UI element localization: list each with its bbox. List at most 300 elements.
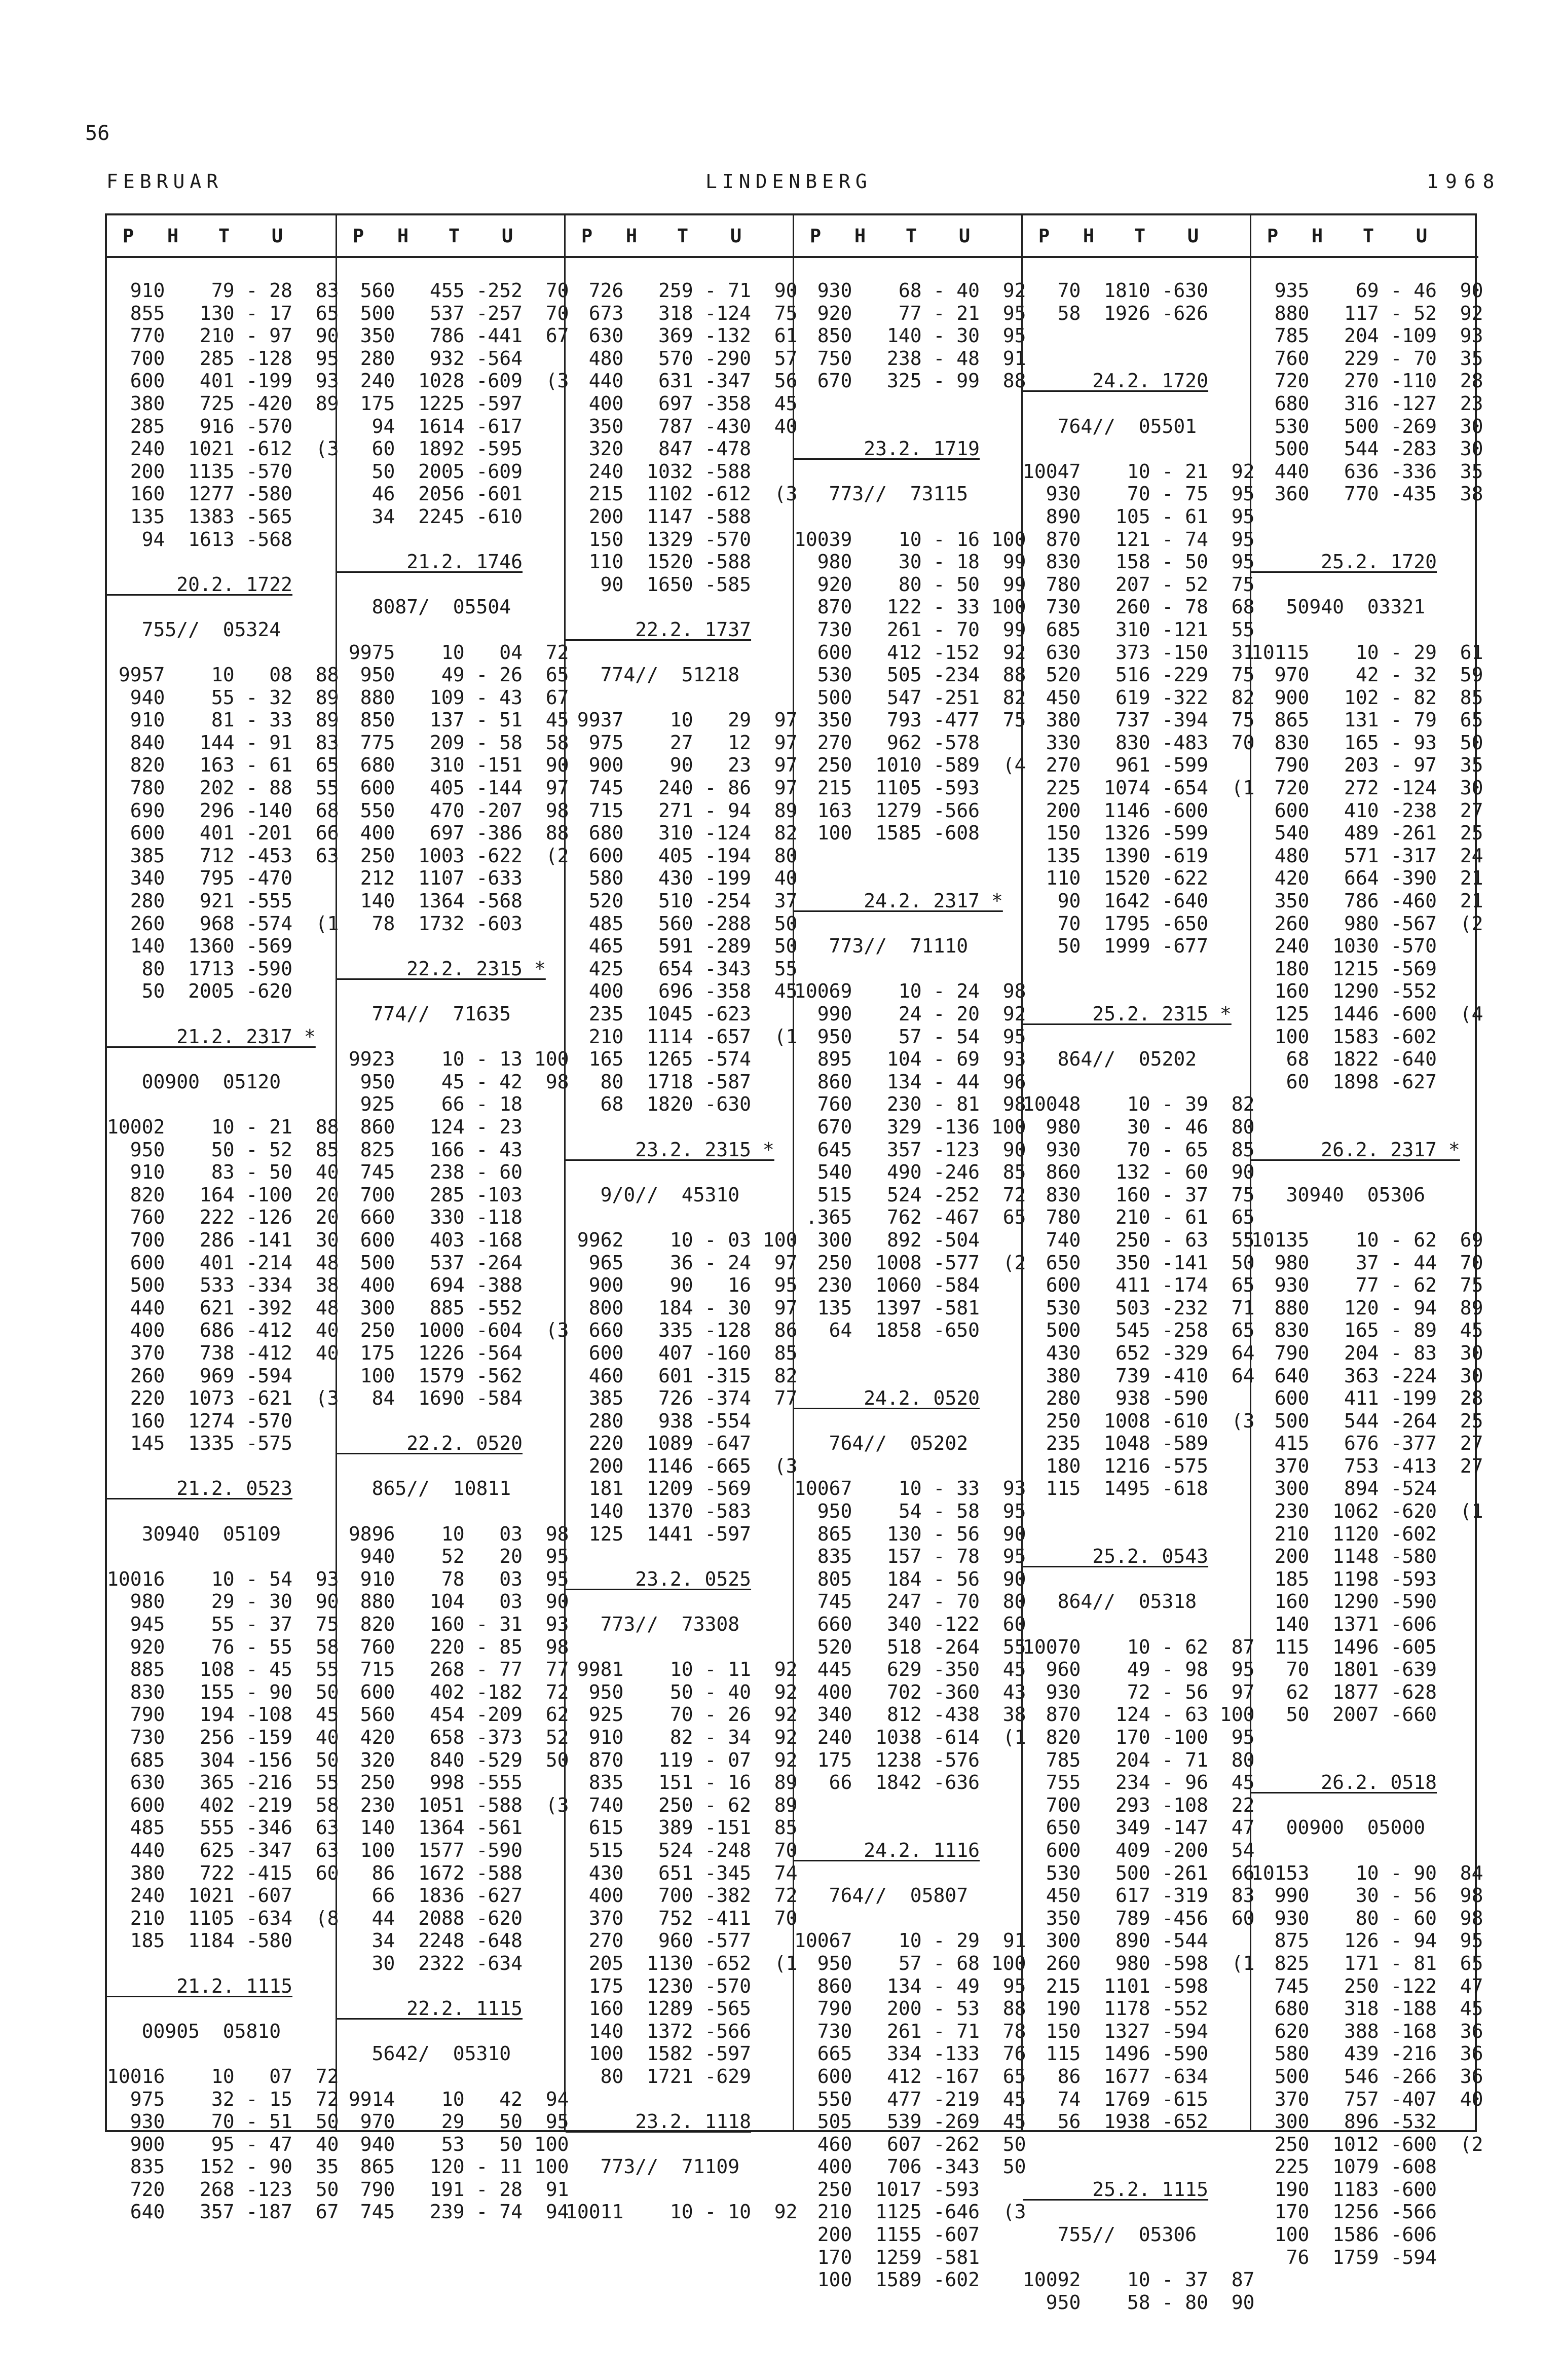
row-spacer (107, 551, 336, 573)
table-row: 520 518 -264 55 (794, 1635, 1026, 1658)
table-row: 660 340 -122 60 (794, 1613, 1026, 1636)
column-header-label: H (854, 225, 866, 247)
table-row: 515 524 -252 72 (794, 1183, 1026, 1206)
table-row: 150 1329 -570 (566, 528, 752, 551)
sounding-title: 20.2. 1722 (107, 573, 293, 596)
table-row: 30940 05306 (1251, 1183, 1426, 1206)
table-row: 200 1148 -580 (1251, 1545, 1437, 1568)
table-row: 370 752 -411 70 (566, 1907, 798, 1929)
table-row: 150 1327 -594 (1023, 2020, 1209, 2042)
table-row: 970 29 50 95 (337, 2110, 569, 2133)
table-row: 745 238 - 60 (337, 1161, 523, 1184)
table-row: 880 109 - 43 67 (337, 686, 569, 709)
table-row: 600 410 -238 27 (1251, 799, 1483, 822)
row-spacer (566, 1636, 793, 1659)
column-header-label: P (352, 225, 364, 247)
row-spacer (794, 958, 1021, 980)
row-spacer (337, 2020, 564, 2043)
table-row: 790 191 - 28 91 (337, 2178, 569, 2201)
row-spacer (1251, 528, 1478, 551)
table-row: 10011 10 - 10 92 (566, 2201, 798, 2223)
table-row: 830 158 - 50 95 (1023, 551, 1255, 573)
row-spacer (1023, 2201, 1250, 2223)
table-row: 485 555 -346 63 (107, 1816, 339, 1839)
row-spacer (566, 2178, 793, 2201)
table-row: 870 124 - 63 100 (1023, 1703, 1255, 1726)
table-row: 250 1008 -577 (2 (794, 1251, 1026, 1274)
table-row: 330 830 -483 70 (1023, 731, 1255, 754)
table-row: 460 601 -315 82 (566, 1364, 798, 1387)
table-row: 240 1032 -588 (566, 460, 752, 483)
table-row: 260 968 -574 (1 (107, 912, 339, 935)
row-spacer (794, 1410, 1021, 1433)
table-row: 530 500 -261 66 (1023, 1861, 1255, 1884)
column-header-label: P (581, 225, 593, 247)
table-row: 880 117 - 52 92 (1251, 302, 1483, 324)
table-row: 730 260 - 78 68 (1023, 596, 1255, 618)
table-row: 730 261 - 70 99 (794, 618, 1026, 641)
row-spacer (794, 867, 1021, 890)
row-spacer (1251, 1726, 1478, 1749)
table-row: 200 1146 -665 (3 (566, 1454, 798, 1477)
table-row: 660 330 -118 (337, 1206, 523, 1229)
table-row: 8087/ 05504 (337, 596, 511, 618)
table-row: 790 204 - 83 30 (1251, 1341, 1483, 1364)
table-row: 10047 10 - 21 92 (1023, 460, 1255, 483)
column-header-label: P (1038, 225, 1050, 247)
table-row: 260 980 -598 (1 (1023, 1952, 1255, 1974)
row-spacer (794, 845, 1021, 867)
table-row: 60 1898 -627 (1251, 1070, 1437, 1093)
table-row: 10115 10 - 29 61 (1251, 641, 1483, 664)
table-row: 940 52 20 95 (337, 1545, 569, 1568)
table-row: 875 126 - 94 95 (1251, 1929, 1483, 1952)
table-row: 280 938 -590 (1023, 1387, 1209, 1410)
table-row: 140 1370 -583 (566, 1500, 752, 1523)
table-row: 880 120 - 94 89 (1251, 1296, 1483, 1319)
row-spacer (566, 1161, 793, 1184)
table-column (107, 215, 339, 2223)
table-row: 34 2245 -610 (337, 505, 523, 528)
column-body (1251, 258, 1483, 2268)
table-row: 380 739 -410 64 (1023, 1364, 1255, 1387)
row-spacer (107, 1003, 336, 1026)
column-header-label: U (1416, 225, 1428, 247)
row-spacer (794, 415, 1021, 438)
table-row: 864// 05202 (1023, 1048, 1197, 1071)
row-spacer (1023, 958, 1250, 980)
table-row: 260 980 -567 (2 (1251, 912, 1483, 935)
table-row: 460 607 -262 50 (794, 2133, 1026, 2155)
table-row: 480 571 -317 24 (1251, 844, 1483, 867)
table-row: 950 50 - 40 92 (566, 1680, 798, 1703)
table-row: 930 72 - 56 97 (1023, 1680, 1255, 1703)
row-spacer (107, 641, 336, 664)
row-spacer (337, 935, 564, 958)
table-row: 690 296 -140 68 (107, 799, 339, 822)
table-row: 160 1277 -580 (107, 483, 293, 505)
table-row: 685 304 -156 50 (107, 1748, 339, 1771)
table-row: 10048 10 - 39 82 (1023, 1093, 1255, 1116)
row-spacer (566, 686, 793, 709)
table-row: 540 489 -261 25 (1251, 822, 1483, 845)
table-row: 640 357 -187 67 (107, 2201, 339, 2223)
row-spacer (1251, 1206, 1478, 1229)
table-row: 240 1038 -614 (1 (794, 1726, 1026, 1748)
table-row: 680 316 -127 23 (1251, 392, 1483, 415)
table-row: 212 1107 -633 (337, 867, 523, 890)
table-row: 910 78 03 95 (337, 1567, 569, 1590)
sounding-table (105, 213, 1483, 2314)
table-row: 764// 05807 (794, 1884, 969, 1907)
table-row: 820 170 -100 95 (1023, 1726, 1255, 1748)
column-header-label: T (218, 225, 230, 247)
table-row: 925 70 - 26 92 (566, 1703, 798, 1726)
table-row: 950 54 - 58 95 (794, 1500, 1026, 1523)
table-row: 920 77 - 21 95 (794, 302, 1026, 324)
table-row: 10002 10 - 21 88 (107, 1115, 339, 1138)
sounding-title: 22.2. 1737 (566, 618, 752, 641)
row-spacer (1023, 1500, 1250, 1523)
table-row: 773// 71109 (566, 2155, 740, 2178)
table-row: 240 1028 -609 (3 (337, 370, 569, 392)
table-row: 650 350 -141 50 (1023, 1251, 1255, 1274)
row-spacer (566, 1590, 793, 1613)
table-row: 250 1000 -604 (3 (337, 1319, 569, 1342)
sounding-title: 24.2. 1116 (794, 1839, 980, 1861)
table-row: 230 1060 -584 (794, 1274, 980, 1297)
table-row: 600 412 -152 92 (794, 641, 1026, 664)
column-header (566, 215, 793, 258)
row-spacer (1251, 1749, 1478, 1772)
table-row: 135 1390 -619 (1023, 844, 1209, 867)
table-row: 170 1259 -581 (794, 2246, 980, 2268)
table-row: 100 1577 -590 (337, 1839, 523, 1861)
table-row: 240 1021 -612 (3 (107, 437, 339, 460)
table-row: 10070 10 - 62 87 (1023, 1635, 1255, 1658)
table-row: 235 1045 -623 (566, 1003, 752, 1025)
table-row: 9975 10 04 72 (337, 641, 569, 664)
table-row: 630 373 -150 31 (1023, 641, 1255, 664)
table-row: 415 676 -377 27 (1251, 1432, 1483, 1455)
table-row: 820 163 - 61 65 (107, 754, 339, 777)
table-row: 670 329 -136 100 (794, 1115, 1026, 1138)
table-row: 380 722 -415 60 (107, 1861, 339, 1884)
table-row: 135 1383 -565 (107, 505, 293, 528)
column-header-label: T (1362, 225, 1374, 247)
table-row: 865 130 - 56 90 (794, 1522, 1026, 1545)
header-month: FEBRUAR (106, 170, 224, 193)
column-header-label: U (958, 225, 971, 247)
table-row: 764// 05202 (794, 1432, 969, 1455)
table-row: 930 70 - 51 50 (107, 2110, 339, 2133)
row-spacer (1023, 1071, 1250, 1093)
table-row: 860 134 - 44 96 (794, 1070, 1026, 1093)
table-row: 68 1822 -640 (1251, 1048, 1437, 1071)
table-row: 160 1290 -552 (1251, 980, 1437, 1003)
table-row: 250 1012 -600 (2 (1251, 2133, 1483, 2155)
table-row: 86 1672 -588 (337, 1861, 523, 1884)
table-row: 755// 05306 (1023, 2223, 1197, 2246)
table-row: 440 636 -336 35 (1251, 460, 1483, 483)
table-row: 180 1215 -569 (1251, 957, 1437, 980)
table-row: 870 122 - 33 100 (794, 596, 1026, 618)
column-header-label: U (730, 225, 742, 247)
table-row: 10153 10 - 90 84 (1251, 1861, 1483, 1884)
table-row: 140 1372 -566 (566, 2020, 752, 2042)
table-row: 235 1048 -589 (1023, 1432, 1209, 1455)
table-row: 730 261 - 71 78 (794, 2020, 1026, 2042)
table-row: 340 812 -438 38 (794, 1703, 1026, 1726)
sounding-title: 21.2. 2317 * (107, 1025, 316, 1048)
column-header (107, 215, 336, 258)
table-row: 50940 03321 (1251, 596, 1426, 618)
table-row: 885 108 - 45 55 (107, 1658, 339, 1681)
table-row: 530 503 -232 71 (1023, 1296, 1255, 1319)
table-row: 500 546 -266 36 (1251, 2065, 1483, 2088)
table-row: 850 140 - 30 95 (794, 324, 1026, 347)
table-row: 960 49 - 98 95 (1023, 1658, 1255, 1681)
column-header-label: U (271, 225, 283, 247)
table-row: 385 712 -453 63 (107, 844, 339, 867)
table-row: 78 1732 -603 (337, 912, 523, 935)
table-row: 140 1364 -568 (337, 890, 523, 912)
table-row: 9/0// 45310 (566, 1183, 740, 1206)
row-spacer (794, 505, 1021, 528)
table-row: 210 1105 -634 (8 (107, 1907, 339, 1929)
table-row: 860 134 - 49 95 (794, 1974, 1026, 1997)
table-row: 950 58 - 80 90 (1023, 2291, 1255, 2314)
table-row: 720 272 -124 30 (1251, 777, 1483, 799)
table-row: 100 1583 -602 (1251, 1025, 1437, 1048)
row-spacer (794, 1365, 1021, 1387)
sounding-title: 25.2. 0543 (1023, 1545, 1209, 1568)
table-row: 300 896 -532 (1251, 2110, 1437, 2133)
table-row: 700 285 -103 (337, 1183, 523, 1206)
table-row: 320 847 -478 (566, 437, 752, 460)
table-row: 745 250 -122 47 (1251, 1974, 1483, 1997)
table-row: 975 32 - 15 72 (107, 2088, 339, 2110)
table-row: 84 1690 -584 (337, 1387, 523, 1410)
table-row: 950 45 - 42 98 (337, 1070, 569, 1093)
table-row: 90 1642 -640 (1023, 890, 1209, 912)
row-spacer (107, 1455, 336, 1478)
table-row: 94 1613 -568 (107, 528, 293, 551)
column-header-label: H (397, 225, 409, 247)
table-row: 76 1759 -594 (1251, 2246, 1437, 2268)
table-row: 5642/ 05310 (337, 2042, 511, 2065)
table-row: 465 591 -289 50 (566, 935, 798, 958)
table-column (793, 215, 1026, 2291)
table-row: 715 271 - 94 89 (566, 799, 798, 822)
table-row: 175 1238 -576 (794, 1748, 980, 1771)
table-row: 715 268 - 77 77 (337, 1658, 569, 1681)
table-row: 90 1650 -585 (566, 573, 752, 596)
sounding-title: 25.2. 1720 (1251, 551, 1437, 573)
table-row: 980 30 - 46 80 (1023, 1115, 1255, 1138)
table-row: 9981 10 - 11 92 (566, 1658, 798, 1681)
table-row: 700 293 -108 22 (1023, 1793, 1255, 1816)
table-row: 680 310 -124 82 (566, 822, 798, 845)
header-station: LINDENBERG (705, 170, 872, 193)
table-row: 910 83 - 50 40 (107, 1161, 339, 1184)
table-row: 773// 71110 (794, 935, 969, 958)
table-row: 980 30 - 18 99 (794, 551, 1026, 573)
table-column (336, 215, 569, 2223)
table-row: 115 1496 -605 (1251, 1635, 1437, 1658)
column-header (337, 215, 564, 258)
table-row: 300 894 -524 (1251, 1477, 1437, 1500)
column-body (337, 258, 569, 2223)
row-spacer (566, 1206, 793, 1229)
row-spacer (794, 1455, 1021, 1478)
table-row: 270 960 -577 (566, 1929, 752, 1952)
row-spacer (337, 1410, 564, 1433)
row-spacer (1023, 2246, 1250, 2269)
column-header-label: U (501, 225, 513, 247)
table-row: 820 164 -100 20 (107, 1183, 339, 1206)
table-row: 580 439 -216 36 (1251, 2042, 1483, 2065)
row-spacer (1251, 573, 1478, 596)
sounding-title: 21.2. 1746 (337, 551, 523, 573)
table-row: 780 210 - 61 65 (1023, 1206, 1255, 1229)
row-spacer (1251, 1116, 1478, 1139)
table-row: 910 81 - 33 89 (107, 709, 339, 731)
table-row: 600 407 -160 85 (566, 1341, 798, 1364)
table-row: 70 1801 -639 (1251, 1658, 1437, 1681)
table-row: 160 1290 -590 (1251, 1590, 1437, 1613)
table-row: 250 1008 -610 (3 (1023, 1409, 1255, 1432)
table-row: 230 1062 -620 (1 (1251, 1500, 1483, 1523)
column-header-label: T (1134, 225, 1146, 247)
table-row: 770 210 - 97 90 (107, 324, 339, 347)
table-row: 865// 10811 (337, 1477, 511, 1500)
column-header-label: H (625, 225, 638, 247)
table-row: 140 1364 -561 (337, 1816, 523, 1839)
table-row: 500 547 -251 82 (794, 686, 1026, 709)
table-row: 420 658 -373 52 (337, 1726, 569, 1748)
table-row: 965 36 - 24 97 (566, 1251, 798, 1274)
row-spacer (337, 980, 564, 1003)
table-row: 720 270 -110 28 (1251, 370, 1483, 392)
table-row: 9962 10 - 03 100 (566, 1228, 798, 1251)
table-row: 74 1769 -615 (1023, 2088, 1209, 2110)
table-row: 160 1274 -570 (107, 1409, 293, 1432)
table-row: 300 885 -552 (337, 1296, 523, 1319)
table-row: 760 230 - 81 98 (794, 1093, 1026, 1116)
row-spacer (1023, 2155, 1250, 2178)
table-row: 440 625 -347 63 (107, 1839, 339, 1861)
column-body (794, 258, 1026, 2291)
table-row: 115 1495 -618 (1023, 1477, 1209, 1500)
row-spacer (337, 573, 564, 596)
table-column (1250, 215, 1483, 2268)
table-row: 726 259 - 71 90 (566, 279, 798, 302)
sounding-title: 21.2. 0523 (107, 1477, 293, 1500)
table-row: 930 77 - 62 75 (1251, 1274, 1483, 1297)
table-row: 50 2005 -620 (107, 980, 293, 1003)
table-row: 780 202 - 88 55 (107, 777, 339, 799)
table-row: 163 1279 -566 (794, 799, 980, 822)
table-row: 945 55 - 37 75 (107, 1613, 339, 1636)
table-row: 600 403 -168 (337, 1228, 523, 1251)
table-row: 740 250 - 63 55 (1023, 1228, 1255, 1251)
row-spacer (1251, 618, 1478, 641)
table-row: 100 1586 -606 (1251, 2223, 1437, 2246)
row-spacer (1251, 1093, 1478, 1116)
table-row: 30 2322 -634 (337, 1952, 523, 1974)
row-spacer (107, 1545, 336, 1568)
table-row: 10067 10 - 33 93 (794, 1477, 1026, 1500)
row-spacer (794, 460, 1021, 483)
table-row: 200 1135 -570 (107, 460, 293, 483)
row-spacer (337, 1975, 564, 1998)
table-row: 680 318 -188 45 (1251, 1997, 1483, 2020)
table-row: 520 516 -229 75 (1023, 664, 1255, 686)
table-row: 70 1795 -650 (1023, 912, 1209, 935)
table-row: 430 652 -329 64 (1023, 1341, 1255, 1364)
table-row: 785 204 -109 93 (1251, 324, 1483, 347)
table-row: 745 247 - 70 80 (794, 1590, 1026, 1613)
table-row: 165 1265 -574 (566, 1048, 752, 1071)
table-row: 550 477 -219 45 (794, 2088, 1026, 2110)
table-row: 700 286 -141 30 (107, 1228, 339, 1251)
table-row: 785 204 - 71 80 (1023, 1748, 1255, 1771)
page-number: 56 (85, 122, 110, 145)
table-row: 805 184 - 56 90 (794, 1567, 1026, 1590)
table-row: 10067 10 - 29 91 (794, 1929, 1026, 1952)
table-row: 440 631 -347 56 (566, 370, 798, 392)
table-row: 505 539 -269 45 (794, 2110, 1026, 2133)
row-spacer (1023, 392, 1250, 415)
table-row: 600 409 -200 54 (1023, 1839, 1255, 1861)
column-header-label: H (1311, 225, 1323, 247)
table-row: 835 157 - 78 95 (794, 1545, 1026, 1568)
sounding-title: 21.2. 1115 (107, 1974, 293, 1997)
table-row: 935 69 - 46 90 (1251, 279, 1483, 302)
table-row: 600 411 -199 28 (1251, 1387, 1483, 1410)
table-row: 530 500 -269 30 (1251, 415, 1483, 437)
table-row: 540 490 -246 85 (794, 1161, 1026, 1184)
table-row: 990 24 - 20 92 (794, 1003, 1026, 1025)
table-row: 00900 05120 (107, 1070, 281, 1093)
table-row: 56 1938 -652 (1023, 2110, 1209, 2133)
table-row: 9896 10 03 98 (337, 1522, 569, 1545)
table-row: 170 1256 -566 (1251, 2201, 1437, 2223)
table-row: 250 1017 -593 (794, 2178, 980, 2201)
row-spacer (337, 1026, 564, 1048)
sounding-title: 23.2. 1118 (566, 2110, 752, 2133)
table-row: 350 786 -441 67 (337, 324, 569, 347)
table-row: 500 537 -257 70 (337, 302, 569, 324)
row-spacer (566, 596, 793, 618)
table-row: 740 250 - 62 89 (566, 1793, 798, 1816)
row-spacer (566, 641, 793, 664)
column-body (1023, 258, 1255, 2314)
table-row: 220 1073 -621 (3 (107, 1387, 339, 1410)
table-row: 250 1003 -622 (2 (337, 844, 569, 867)
table-row: 205 1130 -652 (1 (566, 1952, 798, 1974)
table-row: 62 1877 -628 (1251, 1680, 1437, 1703)
table-row: 950 49 - 26 65 (337, 664, 569, 686)
table-row: 830 155 - 90 50 (107, 1680, 339, 1703)
sounding-title: 24.2. 1720 (1023, 370, 1209, 392)
table-row: 66 1842 -636 (794, 1771, 980, 1794)
row-spacer (1251, 505, 1478, 528)
table-row: 185 1198 -593 (1251, 1567, 1437, 1590)
table-row: 970 42 - 32 59 (1251, 664, 1483, 686)
table-column (564, 215, 798, 2223)
